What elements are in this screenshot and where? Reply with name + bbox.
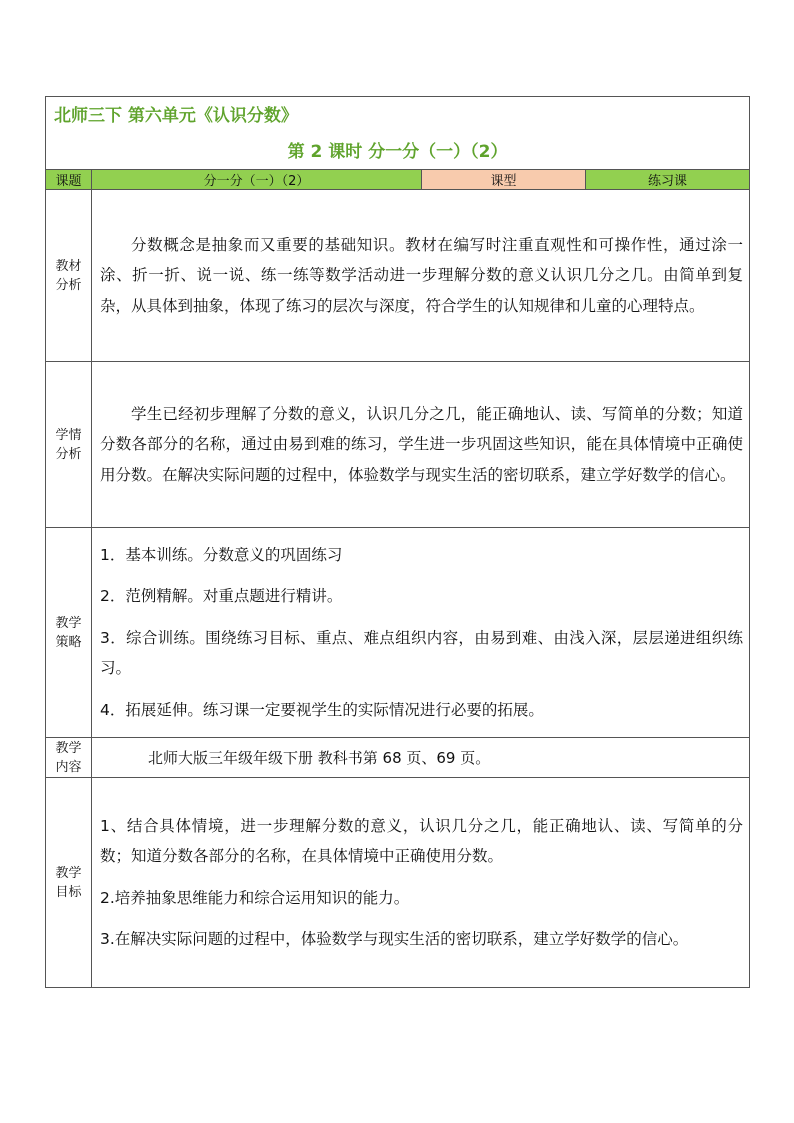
textbook-analysis-label bbox=[46, 190, 92, 362]
label-line: 教材 bbox=[55, 258, 82, 274]
strategy-item: 1．基本训练。分数意义的巩固练习 bbox=[100, 545, 343, 564]
goal-item: 2.培养抽象思维能力和综合运用知识的能力。 bbox=[100, 888, 410, 907]
type-label: 课型 bbox=[422, 170, 586, 190]
label-line: 分析 bbox=[55, 277, 82, 293]
goal-item: 1、结合具体情境，进一步理解分数的意义，认识几分之几，能正确地认、读、写简单的分数；知道分数各部分的名称，在具体情境中正确使用分数。 bbox=[100, 816, 744, 865]
label-line: 目标 bbox=[55, 884, 82, 900]
student-analysis-row bbox=[46, 362, 750, 528]
teaching-goals-row bbox=[46, 778, 750, 988]
strategy-item: 4．拓展延伸。练习课一定要视学生的实际情况进行必要的拓展。 bbox=[100, 700, 544, 719]
teaching-content-text: 北师大版三年级年级下册 教科书第 68 页、69 页。 bbox=[92, 738, 750, 778]
student-analysis-text: 学生已经初步理解了分数的意义，认识几分之几，能正确地认、读、写简单的分数；知道分数各部分的名称，通过由易到难的练习，学生进一步巩固这些知识，能在具体情境中正确使用分数。在解决实际问题的过程中，体验数学与现实生活的密切联系，建立学好数学的信心。 bbox=[100, 404, 744, 484]
teaching-strategy-label bbox=[46, 528, 92, 738]
label-line: 策略 bbox=[55, 634, 82, 650]
teaching-goals-content bbox=[92, 778, 750, 988]
textbook-analysis-content bbox=[92, 190, 750, 362]
textbook-analysis-row bbox=[46, 190, 750, 362]
label-line: 教学 bbox=[55, 615, 82, 631]
topic-value: 分一分（一）（2） bbox=[92, 170, 422, 190]
title-cell bbox=[46, 97, 750, 170]
info-row bbox=[46, 170, 750, 190]
strategy-item: 3．综合训练。围绕练习目标、重点、难点组织内容，由易到难、由浅入深，层层递进组织练习。 bbox=[100, 628, 744, 678]
teaching-content-row bbox=[46, 738, 750, 778]
topic-label: 课题 bbox=[46, 170, 92, 190]
unit-title: 北师三下 第六单元《认识分数》 bbox=[54, 106, 298, 126]
lesson-plan-page bbox=[45, 96, 749, 988]
teaching-strategy-row bbox=[46, 528, 750, 738]
textbook-analysis-text: 分数概念是抽象而又重要的基础知识。教材在编写时注重直观性和可操作性，通过涂一涂、折一折、说一说、练一练等数学活动进一步理解分数的意义认识几分之几。由简单到复杂，从具体到抽象，体现了练习的层次与深度，符合学生的认知规律和儿童的心理特点。 bbox=[100, 235, 744, 315]
teaching-strategy-content bbox=[92, 528, 750, 738]
label-line: 学情 bbox=[55, 427, 82, 443]
goal-item: 3.在解决实际问题的过程中，体验数学与现实生活的密切联系，建立学好数学的信心。 bbox=[100, 930, 689, 948]
title-row bbox=[46, 97, 750, 170]
label-line: 分析 bbox=[55, 446, 82, 462]
teaching-goals-label bbox=[46, 778, 92, 988]
teaching-content-label bbox=[46, 738, 92, 778]
label-line: 教学 bbox=[55, 740, 82, 756]
type-value: 练习课 bbox=[586, 170, 750, 190]
lesson-plan-table bbox=[45, 96, 750, 988]
student-analysis-label bbox=[46, 362, 92, 528]
label-line: 内容 bbox=[55, 759, 82, 775]
student-analysis-content bbox=[92, 362, 750, 528]
strategy-item: 2．范例精解。对重点题进行精讲。 bbox=[100, 587, 343, 606]
lesson-title: 第 2 课时 分一分（一）（2） bbox=[287, 142, 508, 162]
label-line: 教学 bbox=[55, 865, 82, 881]
